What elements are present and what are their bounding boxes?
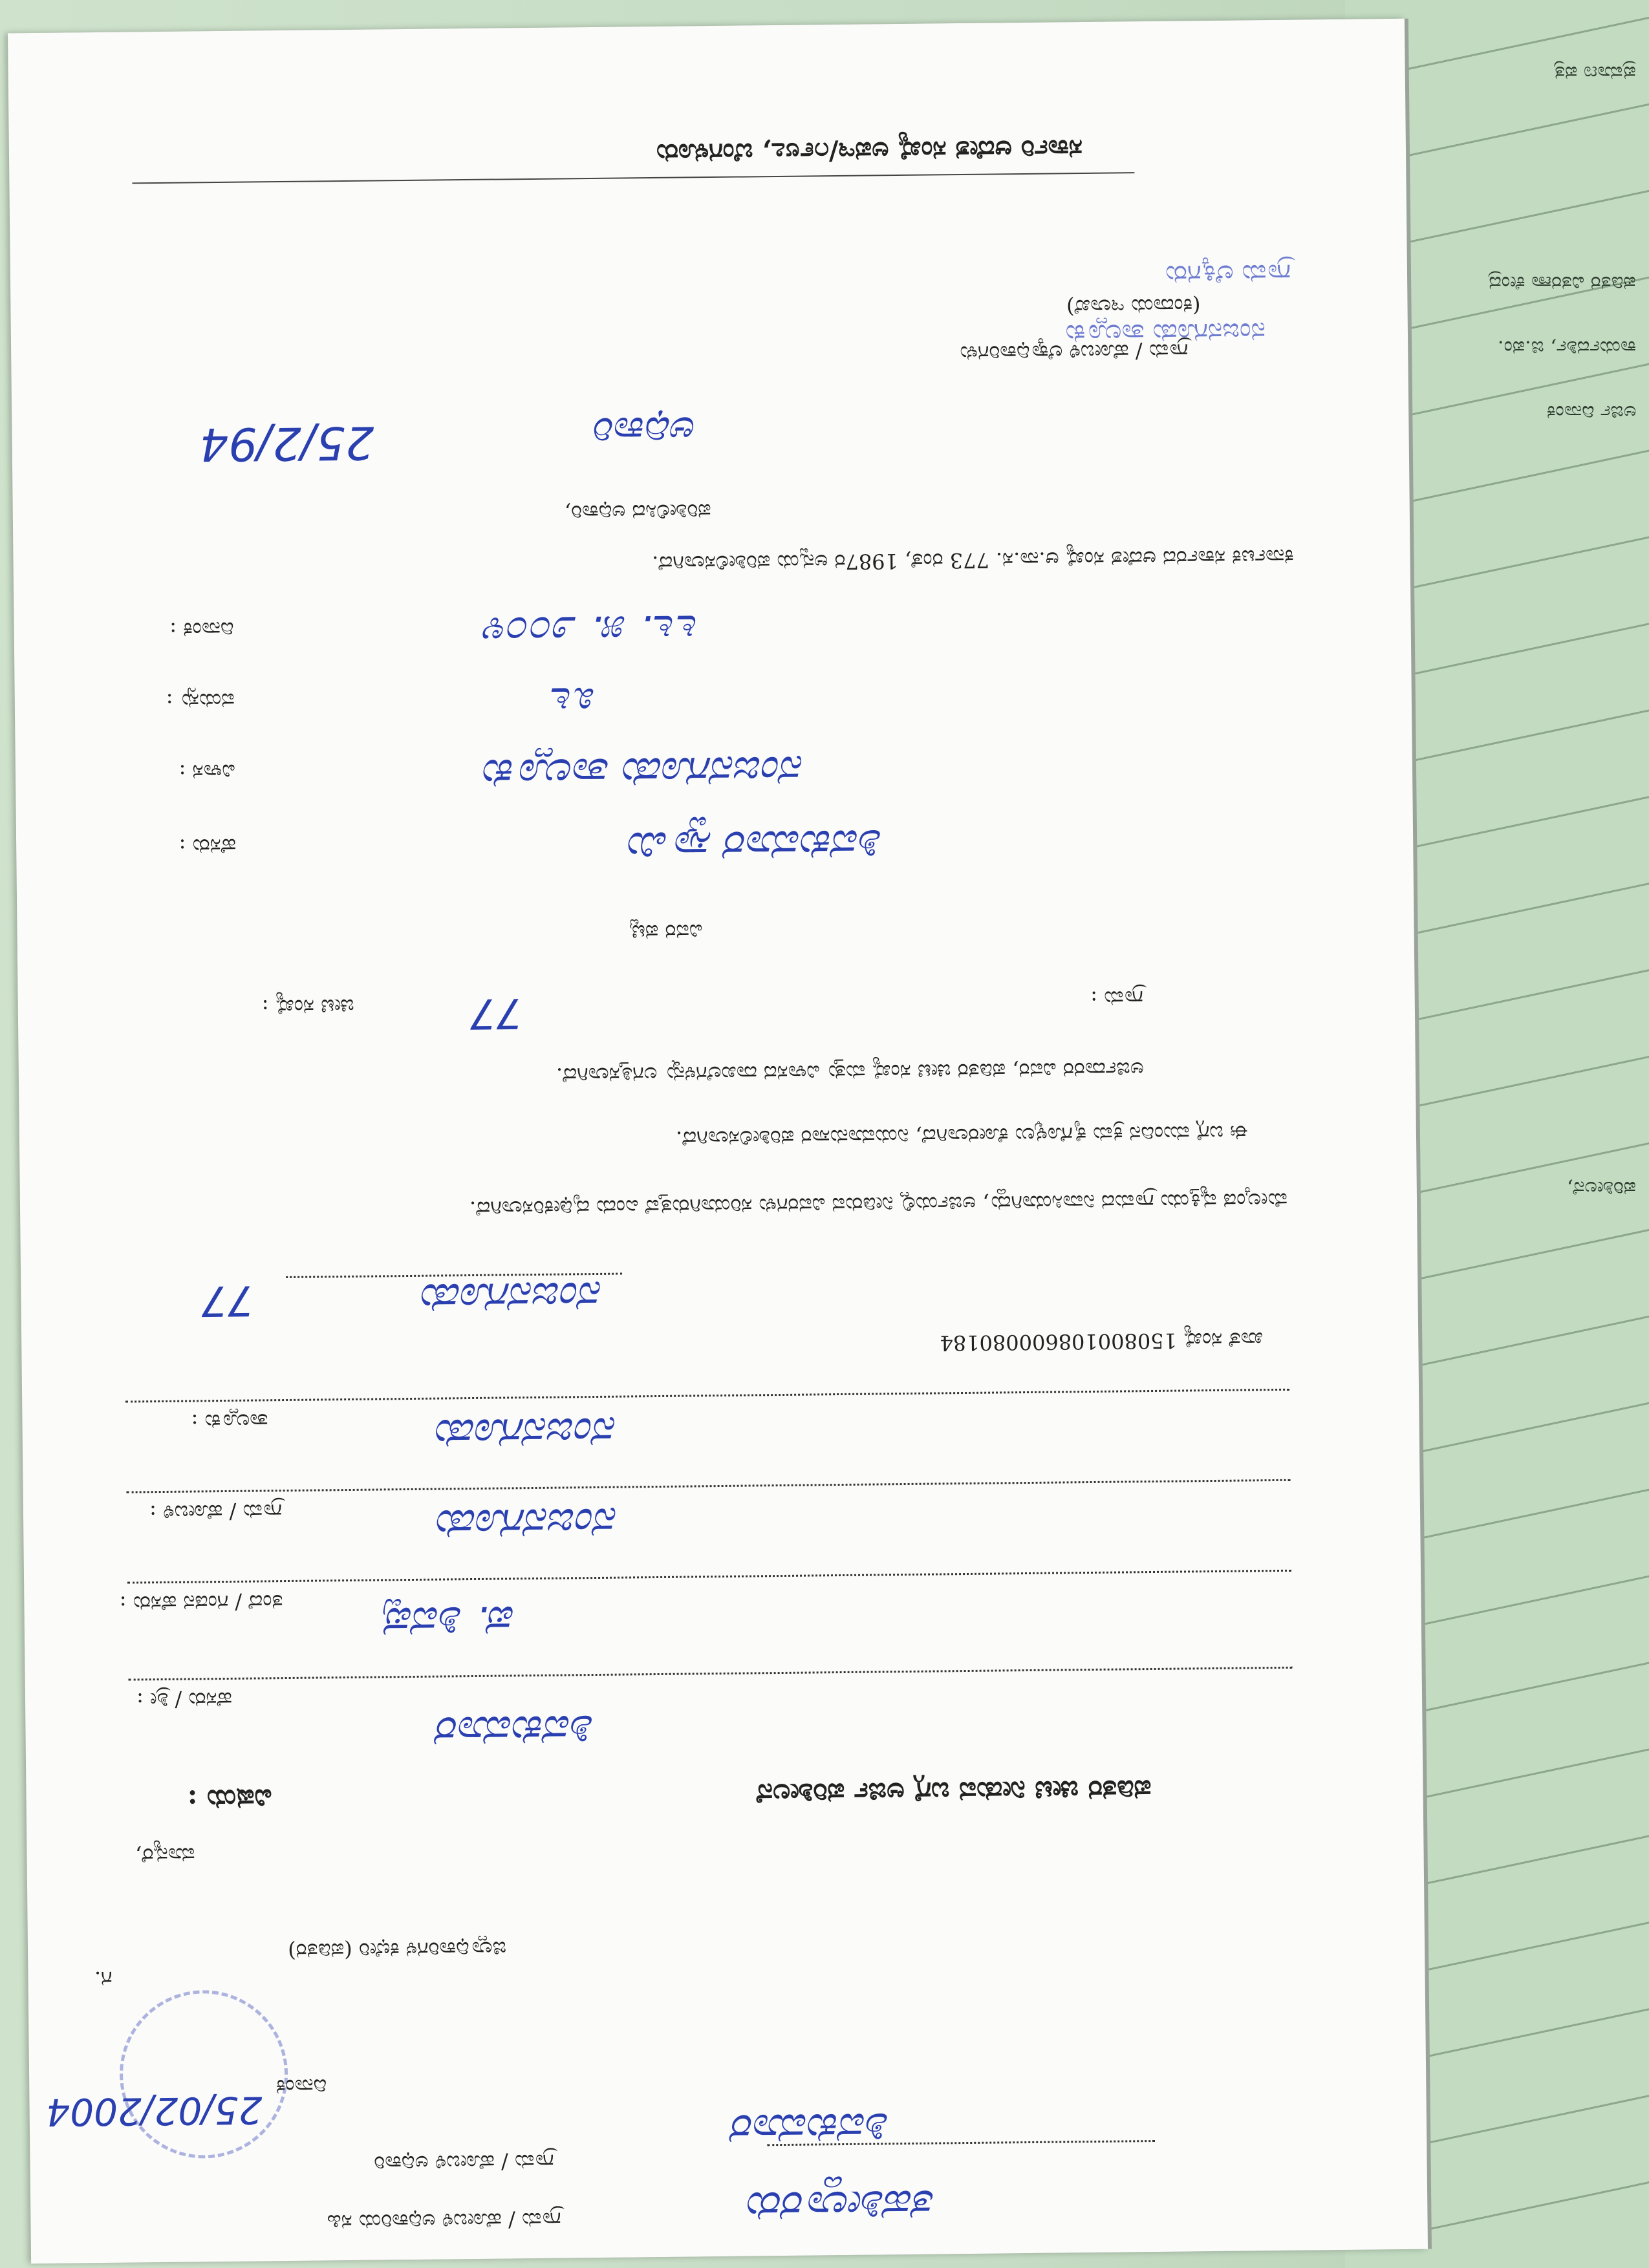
bottom-sign-label-2: ಗ್ರಾಮ / ಹೋಬಳಿ ಅಧಿಕಾರಿ (374, 2149, 554, 2176)
bottom-sign-name-2: ಶಿವಕುಮಾರ (732, 2103, 890, 2153)
field-label-4: ತಾಲ್ಲೂಕು : (191, 1409, 268, 1435)
bottom-sign-label-1: ಗ್ರಾಮ / ಹೋಬಳಿ ಅಧಿಕಾರಿಯ ಸಹಿ (327, 2207, 561, 2235)
officer-office: (ಕಂದಾಯ ಇಲಾಖೆ) (1066, 294, 1201, 320)
number-line-value: 77 (200, 1276, 254, 1325)
subject-text: ಪಡಿತರ ಚೀಟಿ ನೀಡುವ ಬಗ್ಗೆ ಅರ್ಜಿ ಪರಿಶೀಲನೆ (756, 1774, 1152, 1810)
document-header: ಸರ್ಕಾರಿ ಆದೇಶ ಸಂಖ್ಯೆ ಅಪಇ/೧೯೮೭, ಬೆಂಗಳೂರು (656, 134, 1083, 169)
paragraph-3: ಅರ್ಜಿದಾರರ ವಿವರ, ಪಡಿತರ ಚೀಟಿ ಸಂಖ್ಯೆ ಮತ್ತು ವಿಳಾಸದ ದಾಖಲೆಗಳನ್ನು ಲಗತ್ತಿಸಲಾಗಿದೆ. (555, 1057, 1145, 1088)
officer-signature: ಅಧಿಕಾರಿ (594, 407, 698, 454)
side-text-1: ಪ್ರಮಾಣ ಪತ್ರ (1554, 61, 1636, 84)
field-line-1 (129, 1667, 1293, 1681)
detail-value-1: ಶಿವಕುಮಾರ ಸ್ವಾಮಿ (629, 820, 883, 871)
salutation: ಮಾನ್ಯರೆ, (135, 1843, 195, 1868)
detail-label-4: ದಿನಾಂಕ : (169, 617, 234, 643)
field-line-2 (127, 1570, 1291, 1584)
signature-date: 25/2/94 (199, 416, 375, 471)
detail-label-2: ವಿಳಾಸ : (178, 759, 236, 785)
field-label-1: ಹೆಸರು / ಶ್ರೀ : (136, 1687, 233, 1713)
field-value-3: ನಂಜನಗೂಡು (437, 1498, 619, 1548)
paragraph-1: ಮೇಲ್ಕಂಡ ವ್ಯಕ್ತಿಯು ಗ್ರಾಮದ ನಿವಾಸಿಯಾಗಿದ್ದು, ಅರ್ಜಿಯಲ್ಲಿ ನೀಡಿರುವ ವಿವರಗಳು ಸರಿಯಾಗಿರುತ್ತವೆ ಎಂದು ದೃಢೀಕರಿಸಲಾಗಿದೆ. (469, 1188, 1288, 1222)
side-text-2: ಪಡಿತರ ವಿತರಣಾ ಕೇಂದ್ರ (1488, 272, 1636, 294)
card-no-value: 77 (469, 989, 523, 1038)
section-heading: ವಿವರ ಪಟ್ಟಿ (630, 919, 703, 945)
stamp-line-2: ನಂಜನಗೂಡು ತಾಲ್ಲೂಕು (1065, 317, 1266, 349)
village-label: ಗ್ರಾಮ : (1090, 986, 1143, 1011)
rule-line: ಕರ್ನಾಟಕ ಸರ್ಕಾರದ ಆದೇಶ ಸಂಖ್ಯೆ ಆ.ನಾ.ಸ. 773 ರಂತೆ, 1987ರ ಅನ್ವಯ ಪರಿಶೀಲಿಸಲಾಗಿದೆ. (651, 544, 1294, 577)
detail-value-3: ೩೬ (550, 677, 598, 726)
footnote: ಜಿಲ್ಲಾಧಿಕಾರಿಗಳ ಕಛೇರಿ (ಪಡಿತರ) (288, 1936, 507, 1964)
card-no-label: ಚೀಟಿ ಸಂಖ್ಯೆ : (261, 994, 354, 1020)
document-content (8, 19, 1428, 2263)
detail-value-2: ನಂಜನಗೂಡು ತಾಲ್ಲೂಕು (484, 746, 805, 798)
field-label-3: ಗ್ರಾಮ / ಹೋಬಳಿ : (149, 1499, 283, 1526)
officer-title: ಗ್ರಾಮ / ಹೋಬಳಿ ಲೆಕ್ಕಾಧಿಕಾರಿಗಳು (960, 339, 1189, 367)
subject-prefix: ವಿಷಯ : (187, 1783, 272, 1816)
side-text-4: ಅರ್ಜಿ ದಿನಾಂಕ (1546, 401, 1636, 423)
field-value-2: ಪ. ಶಿವಪ್ಪ (383, 1596, 517, 1646)
field-label-2: ತಂದೆ / ಗಂಡನ ಹೆಸರು : (119, 1590, 283, 1616)
field-value-4: ನಂಜನಗೂಡು (436, 1407, 618, 1458)
side-text-3: ಕಾರ್ಯದರ್ಶಿ, ಜಿ.ಪಂ. (1498, 336, 1636, 359)
place-value: ನಂಜನಗೂಡು (422, 1272, 603, 1322)
bottom-date-value: 25/02/2004 (46, 2088, 263, 2134)
bottom-sign-name-1: ತಹಶೀಲ್ದಾರರು (748, 2180, 936, 2231)
mark: ಗ. (94, 1966, 113, 1992)
header-rule (132, 172, 1134, 184)
detail-value-4: ೬೬. ೫. ೨೦೦೪ (484, 605, 700, 656)
field-line-4 (125, 1389, 1289, 1403)
account-line: ಖಾತೆ ಸಂಖ್ಯೆ 150800108600080184 (940, 1327, 1264, 1356)
verified-label: ಪರಿಶೀಲಿಸಿದ ಅಧಿಕಾರಿ, (564, 499, 711, 526)
stamp-line-1: ಗ್ರಾಮ ಲೆಕ್ಕಿಗರು (1165, 258, 1291, 290)
field-value-1: ಶಿವಕುಮಾರ (437, 1706, 595, 1755)
side-text-5: ಪರಿಶೀಲನೆ, (1566, 1177, 1636, 1199)
paragraph-2: ಈ ಬಗ್ಗೆ ಮುಂದಿನ ಕ್ರಮ ಕೈಗೊಳ್ಳಲು ಕೋರಲಾಗಿದೆ, ನಿಯಮಾನುಸಾರ ಪರಿಶೀಲಿಸಲಾಗಿದೆ. (675, 1120, 1249, 1151)
document-page (8, 19, 1428, 2263)
bottom-date-label: ದಿನಾಂಕ (275, 2074, 327, 2100)
field-line-3 (127, 1479, 1291, 1493)
detail-label-3: ವಯಸ್ಸು : (166, 688, 235, 714)
detail-label-1: ಹೆಸರು : (178, 833, 237, 859)
